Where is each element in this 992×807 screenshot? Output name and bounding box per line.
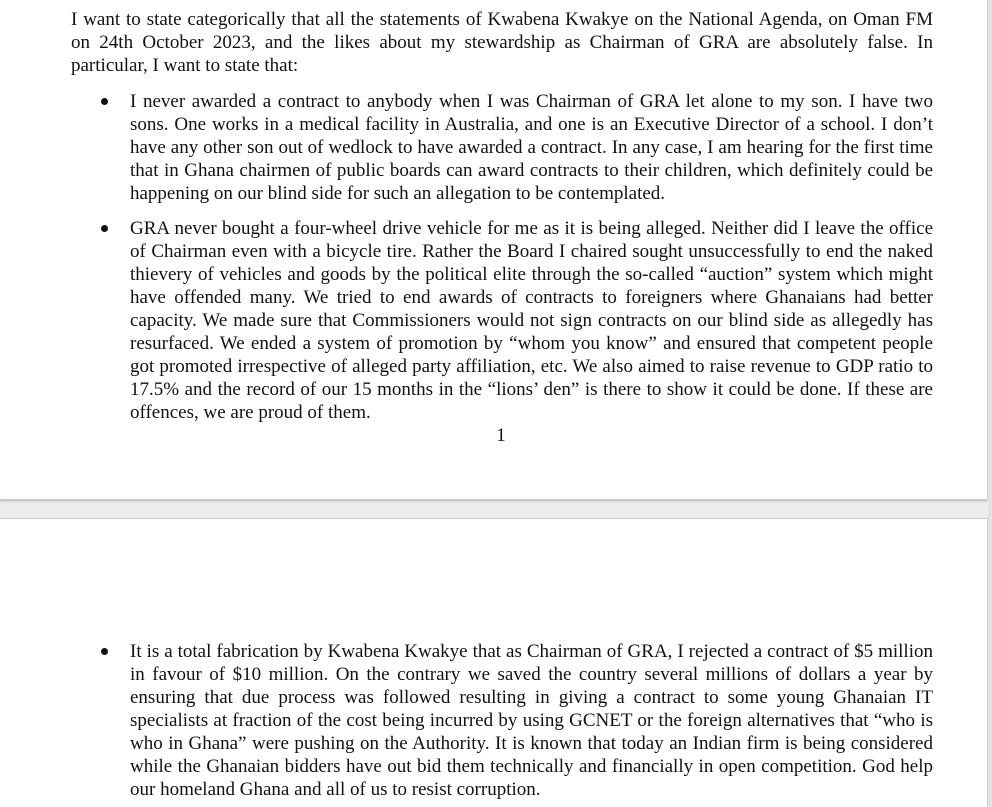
bullet-text: I never awarded a contract to anybody when I was Chairman of GRA let alone to my son. I have two sons. One works in a medical facility in Australia, and one is an Executive Director of a school. I don’t have any other son out of wedlock to have awarded a contract. In any case, I am hearing for the first time that in Ghana chairmen of public boards can award contracts to their children, which definitely could be happening on our blind side for such an allegation to be contemplated. <box>130 91 933 204</box>
page-2 <box>0 518 988 807</box>
bullet-item <box>0 640 933 801</box>
bullet-item <box>0 217 933 424</box>
bullet-item <box>0 90 933 205</box>
bullet-list-page-1 <box>0 90 988 436</box>
bullet-icon <box>101 648 108 655</box>
bullet-icon <box>101 225 108 232</box>
bullet-text: It is a total fabrication by Kwabena Kwakye that as Chairman of GRA, I rejected a contract of $5 million in favour of $10 million. On the contrary we saved the country several millions of dollars a year by ensuring that due process was followed resulting in giving a contract to some young Ghanaian IT specialists at fraction of the cost being incurred by using GCNET or the foreign alternatives that “who is who in Ghana” were pushing on the Authority. It is known that today an Indian firm is being considered while the Ghanaian bidders have out bid them technically and financially in open competition. God help our homeland Ghana and all of us to resist corruption. <box>130 641 933 800</box>
bullet-list-page-2 <box>0 640 988 807</box>
page-number: 1 <box>496 425 506 446</box>
bullet-icon <box>101 98 108 105</box>
bullet-text: GRA never bought a four-wheel drive vehicle for me as it is being alleged. Neither did I leave the office of Chairman even with a bicycle tire. Rather the Board I chaired sought unsuccessfully to end the naked thievery of vehicles and goods by the political elite through the so-called “auction” system which might have offended many. We tried to end awards of contracts to foreigners where Ghanaians had better capacity. We made sure that Commissioners would not sign contracts on our blind side as allegedly has resurfaced. We ended a system of promotion by “whom you know” and ensured that competent people got promoted irrespective of alleged party affiliation, etc. We also aimed to raise revenue to GDP ratio to 17.5% and the record of our 15 months in the “lions’ den” is there to show it could be done. If these are offences, we are proud of them. <box>130 218 933 423</box>
vertical-scrollbar[interactable] <box>988 0 992 807</box>
intro-paragraph: I want to state categorically that all the statements of Kwabena Kwakye on the National Agenda, on Oman FM on 24th October 2023, and the likes about my stewardship as Chairman of GRA are absolutely false. In particular, I want to state that: <box>71 9 933 76</box>
